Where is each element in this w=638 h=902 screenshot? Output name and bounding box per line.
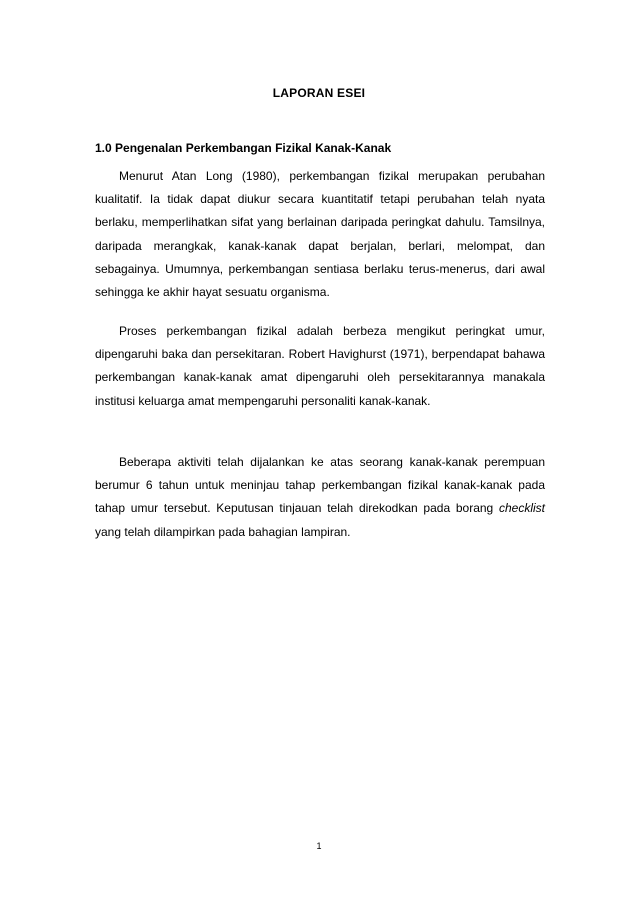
paragraph-3-italic-term: checklist bbox=[498, 501, 545, 516]
page-title: LAPORAN ESEI bbox=[272, 86, 366, 100]
paragraph-3 bbox=[95, 451, 545, 544]
paragraph-3-text-after: yang telah dilampirkan pada bahagian lampiran. bbox=[95, 524, 351, 539]
paragraph-3-text-before: Beberapa aktiviti telah dijalankan ke atas seorang kanak-kanak perempuan berumur 6 tahun untuk meninjau tahap perkembangan fizikal kanak-kanak pada tahap umur tersebut. Keputusan tinjauan telah direkodkan pada borang bbox=[95, 455, 545, 516]
paragraph-1: Menurut Atan Long (1980), perkembangan fizikal merupakan perubahan kualitatif. Ia tidak dapat diukur secara kuantitatif tetapi perubahan telah nyata berlaku, memperlihatkan sifat yang berlainan daripada peringkat dahulu. Tamsilnya, daripada merangkak, kanak-kanak dapat berjalan, berlari, melompat, dan sebagainya. Umumnya, perkembangan sentiasa berlaku terus-menerus, dari awal sehingga ke akhir hayat sesuatu organisma. bbox=[95, 169, 545, 300]
paragraph-2: Proses perkembangan fizikal adalah berbeza mengikut peringkat umur, dipengaruhi baka dan persekitaran. Robert Havighurst (1971), berpendapat bahawa perkembangan kanak-kanak amat dipengaruhi oleh persekitarannya manakala institusi keluarga amat mempengaruhi personaliti kanak-kanak. bbox=[95, 324, 545, 408]
section-heading: 1.0 Pengenalan Perkembangan Fizikal Kanak-Kanak bbox=[95, 141, 392, 155]
page-number: 1 bbox=[316, 841, 322, 851]
